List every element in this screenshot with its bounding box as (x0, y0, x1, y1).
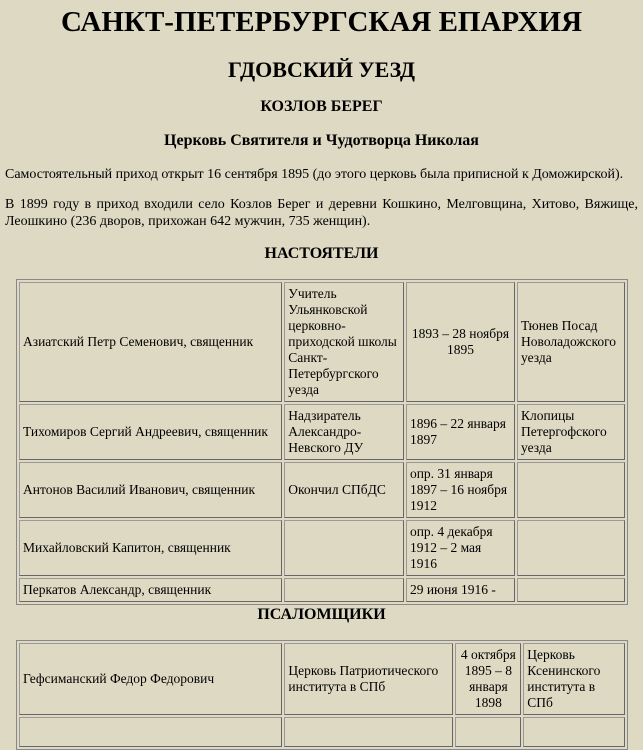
rector-name: Перкатов Александр, священник (19, 578, 282, 602)
rectors-table (16, 279, 628, 605)
psalmist-dates (455, 717, 521, 747)
rector-dates: 1896 – 22 января 1897 (406, 404, 515, 460)
rector-dates: опр. 31 января 1897 – 16 ноября 1912 (406, 462, 515, 518)
psalmist-info: Церковь Патриотического института в СПб (284, 643, 453, 715)
village-title: КОЗЛОВ БЕРЕГ (260, 98, 383, 115)
rector-info (284, 578, 404, 602)
psalmist-next (523, 717, 625, 747)
church-title: Церковь Святителя и Чудотворца Николая (164, 132, 479, 149)
district-title: ГДОВСКИЙ УЕЗД (227, 57, 416, 82)
table-row (19, 282, 625, 402)
diocese-title: САНКТ-ПЕТЕРБУРГСКАЯ ЕПАРХИЯ (60, 6, 583, 38)
rector-dates: 1893 – 28 ноября 1895 (406, 282, 515, 402)
psalmists-title: ПСАЛОМЩИКИ (257, 606, 386, 623)
rector-dates: 29 июня 1916 - (406, 578, 515, 602)
rector-dates: опр. 4 декабря 1912 – 2 мая 1916 (406, 520, 515, 576)
rector-name: Тихомиров Сергий Андреевич, священник (19, 404, 282, 460)
rector-info: Надзиратель Александро-Невского ДУ (284, 404, 404, 460)
rector-next (517, 520, 625, 576)
rector-info: Учитель Ульянковской церковно-приходской школы Санкт-Петербургского уезда (284, 282, 404, 402)
rector-name: Азиатский Петр Семенович, священник (19, 282, 282, 402)
rector-info (284, 520, 404, 576)
rector-next (517, 578, 625, 602)
psalmist-info (284, 717, 453, 747)
table-row (19, 462, 625, 518)
rector-info: Окончил СПбДС (284, 462, 404, 518)
intro-paragraph-1: Самостоятельный приход открыт 16 сентября 1895 (до этого церковь была приписной к Доможирской). (5, 167, 624, 182)
psalmist-name: Гефсиманский Федор Федорович (19, 643, 282, 715)
rector-name: Михайловский Капитон, священник (19, 520, 282, 576)
psalmist-name (19, 717, 282, 747)
rector-next (517, 462, 625, 518)
rector-name: Антонов Василий Иванович, священник (19, 462, 282, 518)
psalmist-next: Церковь Ксенинского института в СПб (523, 643, 625, 715)
table-row (19, 578, 625, 602)
table-row (19, 404, 625, 460)
table-row (19, 717, 625, 747)
rector-next: Клопицы Петергофского уезда (517, 404, 625, 460)
psalmists-table (16, 640, 628, 750)
rector-next: Тюнев Посад Новоладожского уезда (517, 282, 625, 402)
psalmist-dates: 4 октября 1895 – 8 января 1898 (455, 643, 521, 715)
table-row (19, 643, 625, 715)
rectors-title: НАСТОЯТЕЛИ (264, 245, 379, 262)
table-row (19, 520, 625, 576)
intro-paragraph-2: В 1899 году в приход входили село Козлов Берег и деревни Кошкино, Мелговщина, Хитово, Вяжище, Леошкино (236 дворов, прихожан 642 мужчин, 735 женщин). (5, 197, 638, 229)
